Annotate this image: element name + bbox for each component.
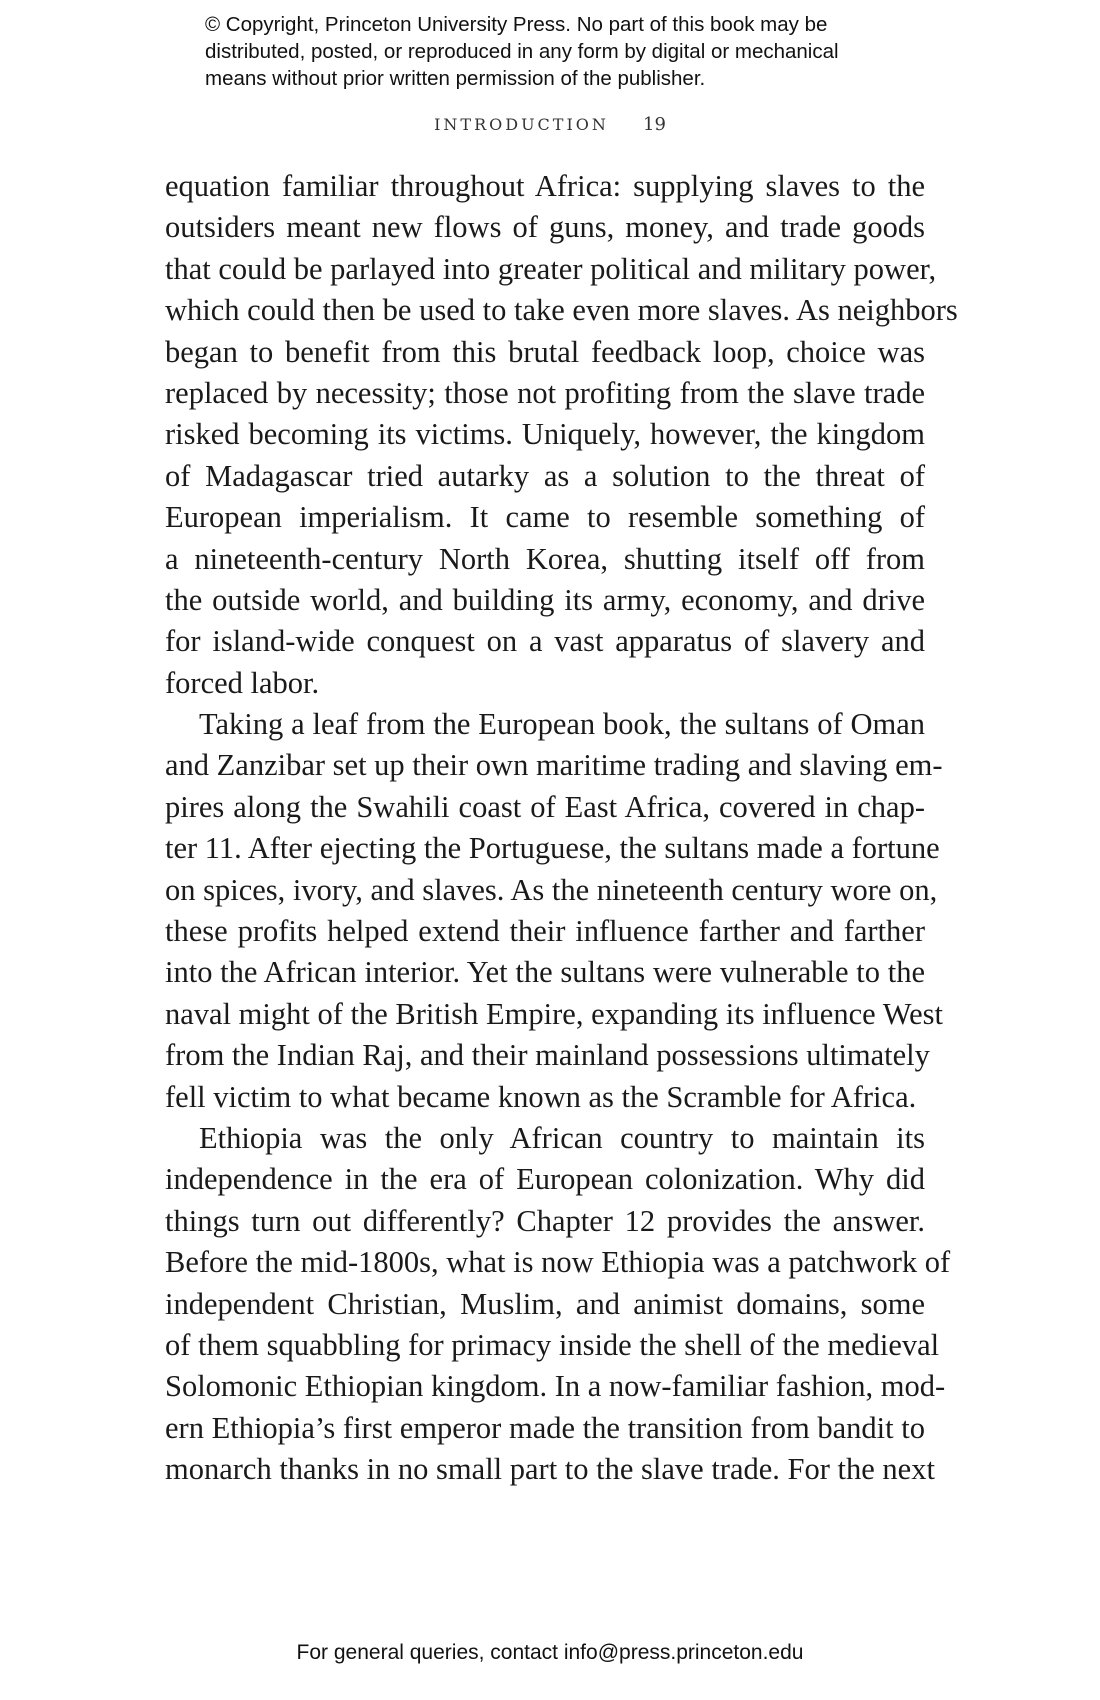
body-text (165, 166, 958, 1491)
text-line: for island-wide conquest on a vast apparatus of slavery and (165, 624, 925, 659)
footer-contact: For general queries, contact info@press.princeton.edu (296, 1641, 804, 1664)
running-head-title: INTRODUCTION (434, 115, 609, 134)
text-line: of Madagascar tried autarky as a solution to the threat of (165, 458, 925, 493)
text-line: replaced by necessity; those not profiting from the slave trade (165, 375, 925, 410)
text-line: Taking a leaf from the European book, the sultans of Oman (199, 707, 925, 742)
text-line: independence in the era of European colonization. Why did (165, 1162, 925, 1197)
text-line: of them squabbling for primacy inside the shell of the medieval (165, 1327, 940, 1362)
text-line: on spices, ivory, and slaves. As the nineteenth century wore on, (165, 872, 938, 907)
text-line: monarch thanks in no small part to the slave trade. For the next (165, 1452, 935, 1487)
copyright-line: means without prior written permission of the publisher. (205, 67, 706, 90)
text-line: risked becoming its victims. Uniquely, however, the kingdom (165, 417, 925, 452)
text-line: into the African interior. Yet the sultans were vulnerable to the (165, 955, 925, 990)
text-line: Ethiopia was the only African country to maintain its (199, 1120, 925, 1155)
copyright-line: © Copyright, Princeton University Press. No part of this book may be (205, 13, 828, 36)
text-line: which could then be used to take even more slaves. As neighbors (165, 293, 958, 328)
copyright-line: distributed, posted, or reproduced in any form by digital or mechanical (205, 40, 839, 63)
text-line: outsiders meant new flows of guns, money, and trade goods (165, 210, 925, 245)
text-line: from the Indian Raj, and their mainland possessions ultimately (165, 1038, 930, 1073)
text-line: independent Christian, Muslim, and animist domains, some (165, 1286, 925, 1321)
text-line: these profits helped extend their influence farther and farther (165, 914, 925, 949)
text-line: and Zanzibar set up their own maritime trading and slaving em- (165, 748, 943, 783)
text-line: things turn out differently? Chapter 12 provides the answer. (165, 1203, 925, 1238)
text-line: ter 11. After ejecting the Portuguese, the sultans made a fortune (165, 831, 940, 866)
copyright-notice (205, 11, 965, 92)
text-line: a nineteenth-century North Korea, shutting itself off from (165, 541, 925, 576)
text-line: began to benefit from this brutal feedback loop, choice was (165, 334, 925, 369)
text-line: European imperialism. It came to resemble something of (165, 500, 925, 535)
paragraph (165, 1118, 951, 1491)
text-line: fell victim to what became known as the Scramble for Africa. (165, 1079, 917, 1114)
text-line: ern Ethiopia’s first emperor made the transition from bandit to (165, 1410, 925, 1445)
text-line: the outside world, and building its army, economy, and drive (165, 582, 925, 617)
text-line: equation familiar throughout Africa: supplying slaves to the (165, 169, 925, 203)
running-head (0, 114, 1100, 135)
text-line: Solomonic Ethiopian kingdom. In a now-familiar fashion, mod- (165, 1369, 946, 1404)
paragraph (165, 166, 958, 704)
text-line: forced labor. (165, 665, 320, 700)
paragraph (165, 704, 943, 1118)
text-line: that could be parlayed into greater political and military power, (165, 251, 937, 286)
page-number: 19 (643, 114, 666, 135)
text-line: Before the mid-1800s, what is now Ethiopia was a patchwork of (165, 1245, 951, 1280)
text-line: naval might of the British Empire, expanding its influence West (165, 996, 943, 1031)
text-line: pires along the Swahili coast of East Africa, covered in chap- (165, 789, 925, 824)
